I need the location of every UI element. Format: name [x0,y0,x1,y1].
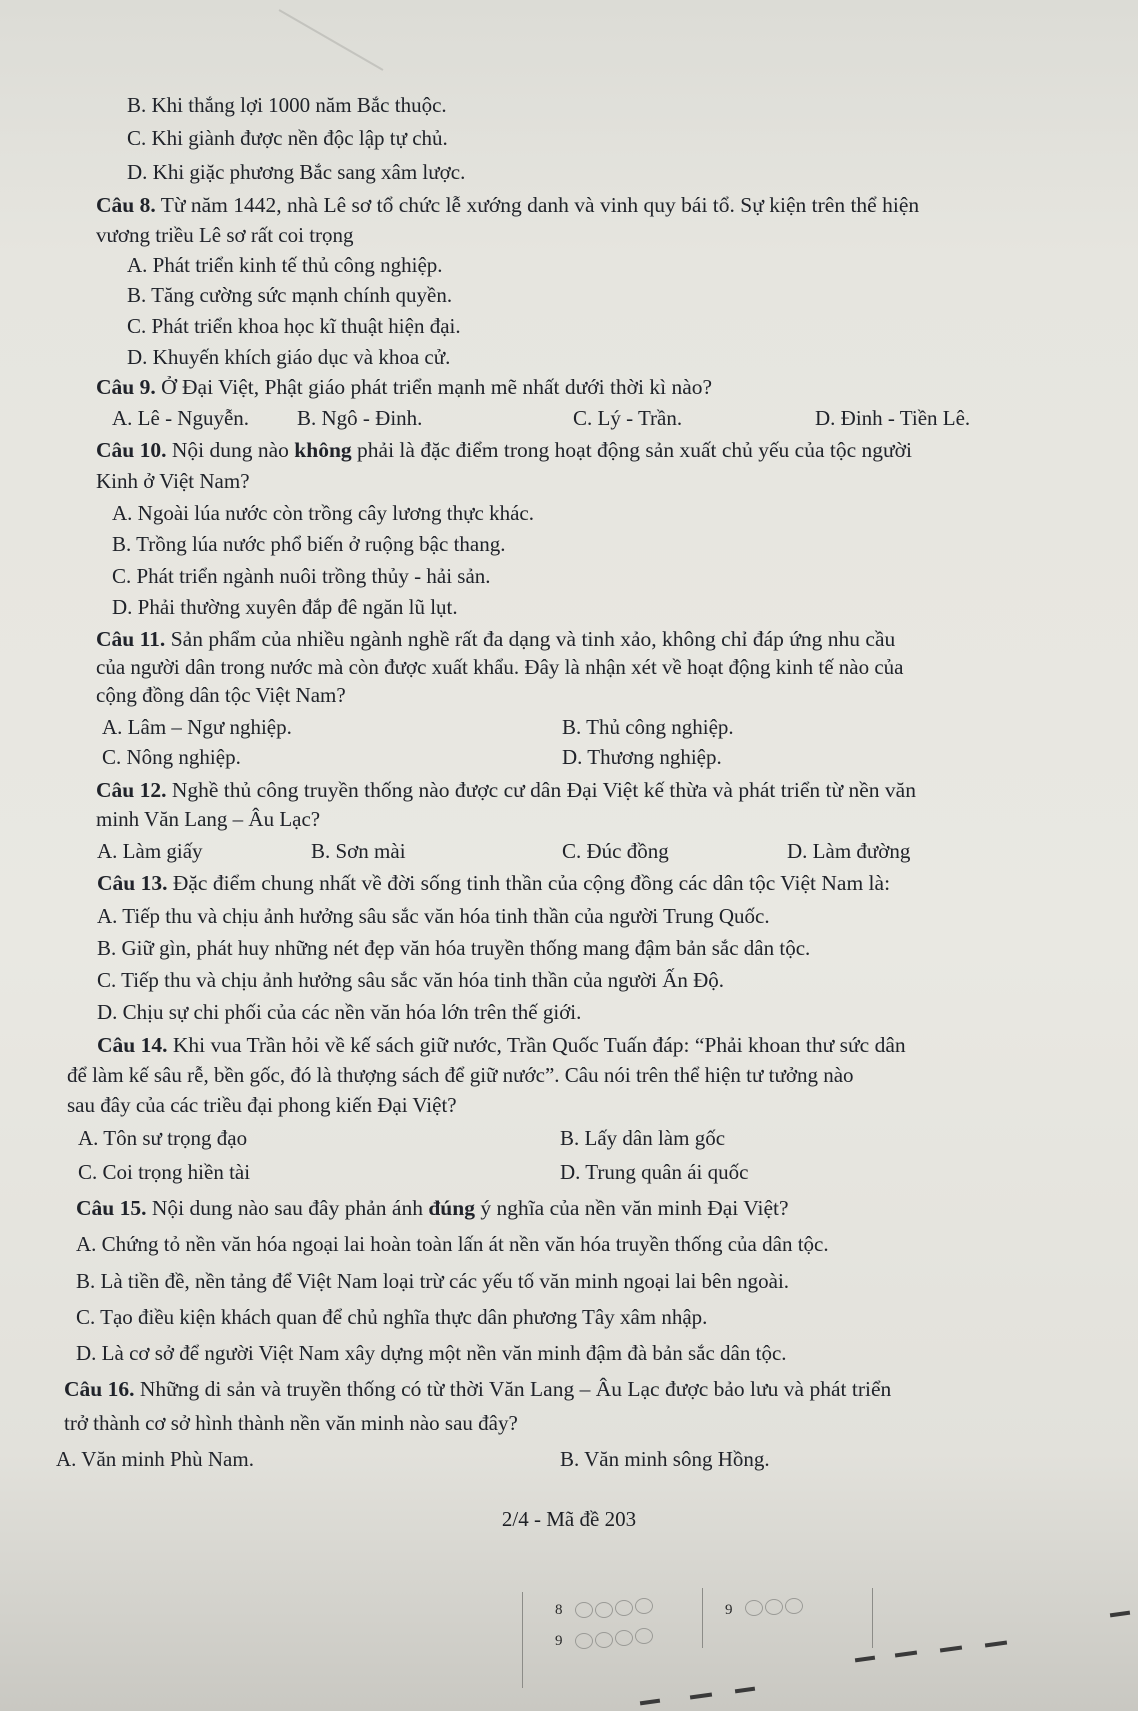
answer-bubble [785,1598,803,1614]
answer-sheet-bubbles [500,1588,960,1688]
question-number: Câu 13. [97,871,168,895]
text-line [297,405,422,431]
line-text: Khi vua Trần hỏi về kế sách giữ nước, Trần Quốc Tuấn đáp: “Phải khoan thư sức dân [167,1033,906,1057]
line-text: trở thành cơ sở hình thành nền văn minh nào sau đây? [64,1411,518,1435]
line-text: cộng đồng dân tộc Việt Nam? [96,683,346,707]
answer-sheet-mark [985,1640,1007,1647]
answer-bubble [575,1633,593,1649]
text-line [127,159,465,185]
answer-sheet-line [522,1592,523,1688]
line-text: C. Nông nghiệp. [102,745,241,769]
line-text: B. Ngô - Đinh. [297,406,423,430]
answer-sheet-line [872,1588,873,1648]
text-line [97,935,810,961]
text-line [112,594,458,620]
text-line [787,838,910,864]
text-line [127,252,443,278]
text-line [78,1125,247,1151]
line-text: B. Giữ gìn, phát huy những nét đẹp văn hóa truyền thống mang đậm bản sắc dân tộc. [97,936,811,960]
line-text: B. Tăng cường sức mạnh chính quyền. [127,283,453,307]
line-text: sau đây của các triều đại phong kiến Đại Việt? [67,1093,457,1117]
line-text: A. Tôn sư trọng đạo [78,1126,248,1150]
line-text: ý nghĩa của nền văn minh Đại Việt? [474,1196,789,1220]
text-line [96,682,346,708]
question-number: Câu 16. [64,1377,135,1401]
text-line [96,468,250,494]
question-line [64,1376,891,1402]
text-line [96,806,320,832]
text-line [56,1446,254,1472]
line-text: C. Tiếp thu và chịu ảnh hưởng sâu sắc văn hóa tinh thần của người Ấn Độ. [97,968,725,992]
answer-sheet-line [702,1588,703,1648]
line-text: A. Ngoài lúa nước còn trồng cây lương thực khác. [112,501,534,525]
line-text: Đặc điểm chung nhất về đời sống tinh thần của cộng đồng các dân tộc Việt Nam là: [167,871,891,895]
text-line [815,405,970,431]
line-text: Từ năm 1442, nhà Lê sơ tổ chức lễ xướng danh và vinh quy bái tổ. Sự kiện trên thể hiện [155,193,920,217]
line-text: A. Lê - Nguyễn. [112,406,250,430]
text-line [97,838,203,864]
text-line [560,1446,770,1472]
text-line [127,344,450,370]
text-line [102,744,241,770]
question-line [97,870,890,896]
line-text: để làm kế sâu rễ, bền gốc, đó là thượng sách để giữ nước”. Câu nói trên thể hiện tư tưởng nào [67,1063,854,1087]
text-line [78,1159,250,1185]
text-line [562,838,669,864]
text-line [573,405,682,431]
text-line [311,838,406,864]
text-line [96,222,354,248]
answer-bubble [635,1628,653,1644]
text-line [112,405,249,431]
line-text: A. Văn minh Phù Nam. [56,1447,254,1471]
line-text: A. Lâm – Ngư nghiệp. [102,715,292,739]
line-text: Nội dung nào sau đây phản ánh [146,1196,429,1220]
line-text: A. Tiếp thu và chịu ảnh hưởng sâu sắc văn hóa tinh thần của người Trung Quốc. [97,904,770,928]
line-text: C. Đúc đồng [562,839,669,863]
text-line [112,500,534,526]
line-text: Những di sản và truyền thống có từ thời Văn Lang – Âu Lạc được bảo lưu và phát triển [134,1377,892,1401]
text-line [127,282,452,308]
question-line [96,374,712,400]
line-text: Ở Đại Việt, Phật giáo phát triển mạnh mẽ nhất dưới thời kì nào? [155,375,713,399]
text-line [560,1159,748,1185]
question-line [76,1195,789,1221]
line-text: D. Là cơ sở để người Việt Nam xây dựng một nền văn minh đậm đà bản sắc dân tộc. [76,1341,787,1365]
text-line [562,714,734,740]
line-text: Nghề thủ công truyền thống nào được cư dân Đại Việt kế thừa và phát triển từ nền văn [166,778,916,802]
line-text: Sản phẩm của nhiều ngành nghề rất đa dạng và tinh xảo, không chỉ đáp ứng nhu cầu [165,627,896,651]
text-line [76,1268,789,1294]
text-line [76,1231,829,1257]
text-line [67,1062,854,1088]
line-text: B. Lấy dân làm gốc [560,1126,726,1150]
line-text: D. Làm đường [787,839,911,863]
text-line [127,92,447,118]
answer-bubble [595,1602,613,1618]
text-line [76,1340,787,1366]
text-line [112,563,491,589]
answer-sheet-number: 9 [725,1602,733,1618]
line-text: D. Phải thường xuyên đắp đê ngăn lũ lụt. [112,595,458,619]
question-line [96,192,919,218]
text-line [112,531,505,557]
line-text: D. Trung quân ái quốc [560,1160,749,1184]
answer-bubble [615,1630,633,1646]
line-text: của người dân trong nước mà còn được xuất khẩu. Đây là nhận xét về hoạt động kinh tế nào của [96,655,904,679]
answer-bubble [745,1600,763,1616]
text-line [102,714,292,740]
answer-sheet-number: 8 [555,1602,563,1618]
question-line [96,437,912,463]
line-text: B. Khi thắng lợi 1000 năm Bắc thuộc. [127,93,447,117]
paper-fold-mark [279,9,384,71]
line-text: D. Thương nghiệp. [562,745,722,769]
text-line [64,1410,518,1436]
line-text: A. Làm giấy [97,839,203,863]
answer-bubble [595,1632,613,1648]
question-line [96,777,916,803]
line-text: D. Khi giặc phương Bắc sang xâm lược. [127,160,466,184]
text-line [562,744,722,770]
answer-bubble [635,1598,653,1614]
answer-sheet-number: 9 [555,1633,563,1649]
question-number: Câu 8. [96,193,156,217]
text-line [127,125,448,151]
line-text: B. Trồng lúa nước phổ biến ở ruộng bậc thang. [112,532,506,556]
line-text: D. Đinh - Tiền Lê. [815,406,971,430]
answer-sheet-mark [640,1699,660,1706]
question-number: không [294,438,352,462]
line-text: B. Sơn mài [311,839,406,863]
question-line [96,626,895,652]
question-number: Câu 9. [96,375,156,399]
question-number: đúng [428,1196,475,1220]
text-line [76,1304,707,1330]
question-number: Câu 11. [96,627,166,651]
answer-bubble [615,1600,633,1616]
answer-sheet-mark [1110,1611,1130,1618]
line-text: vương triều Lê sơ rất coi trọng [96,223,354,247]
line-text: Kinh ở Việt Nam? [96,469,250,493]
line-text: B. Văn minh sông Hồng. [560,1447,770,1471]
question-number: Câu 14. [97,1033,168,1057]
page-footer: 2/4 - Mã đề 203 [501,1507,637,1531]
question-number: Câu 10. [96,438,167,462]
text-line [97,967,724,993]
text-line [97,999,581,1025]
line-text: Nội dung nào [166,438,295,462]
answer-bubble [575,1602,593,1618]
line-text: C. Khi giành được nền độc lập tự chủ. [127,126,448,150]
line-text: C. Coi trọng hiền tài [78,1160,251,1184]
question-number: Câu 12. [96,778,167,802]
line-text: B. Là tiền đề, nền tảng để Việt Nam loại trừ các yếu tố văn minh ngoại lai bên ngoài. [76,1269,790,1293]
line-text: D. Chịu sự chi phối của các nền văn hóa lớn trên thế giới. [97,1000,582,1024]
line-text: B. Thủ công nghiệp. [562,715,734,739]
question-line [97,1032,906,1058]
text-line [67,1092,457,1118]
line-text: C. Lý - Trần. [573,406,683,430]
text-line [97,903,770,929]
line-text: D. Khuyến khích giáo dục và khoa cử. [127,345,451,369]
line-text: A. Chứng tỏ nền văn hóa ngoại lai hoàn toàn lấn át nền văn hóa truyền thống của dân tộc. [76,1232,829,1256]
line-text: C. Phát triển ngành nuôi trồng thủy - hải sản. [112,564,491,588]
text-line [127,313,461,339]
text-line [96,654,903,680]
line-text: A. Phát triển kinh tế thủ công nghiệp. [127,253,443,277]
answer-sheet-mark [690,1692,712,1699]
line-text: minh Văn Lang – Âu Lạc? [96,807,321,831]
question-number: Câu 15. [76,1196,147,1220]
text-line [560,1125,725,1151]
answer-bubble [765,1599,783,1615]
line-text: phải là đặc điểm trong hoạt động sản xuất chủ yếu của tộc người [351,438,913,462]
line-text: C. Phát triển khoa học kĩ thuật hiện đại. [127,314,461,338]
line-text: C. Tạo điều kiện khách quan để chủ nghĩa thực dân phương Tây xâm nhập. [76,1305,708,1329]
